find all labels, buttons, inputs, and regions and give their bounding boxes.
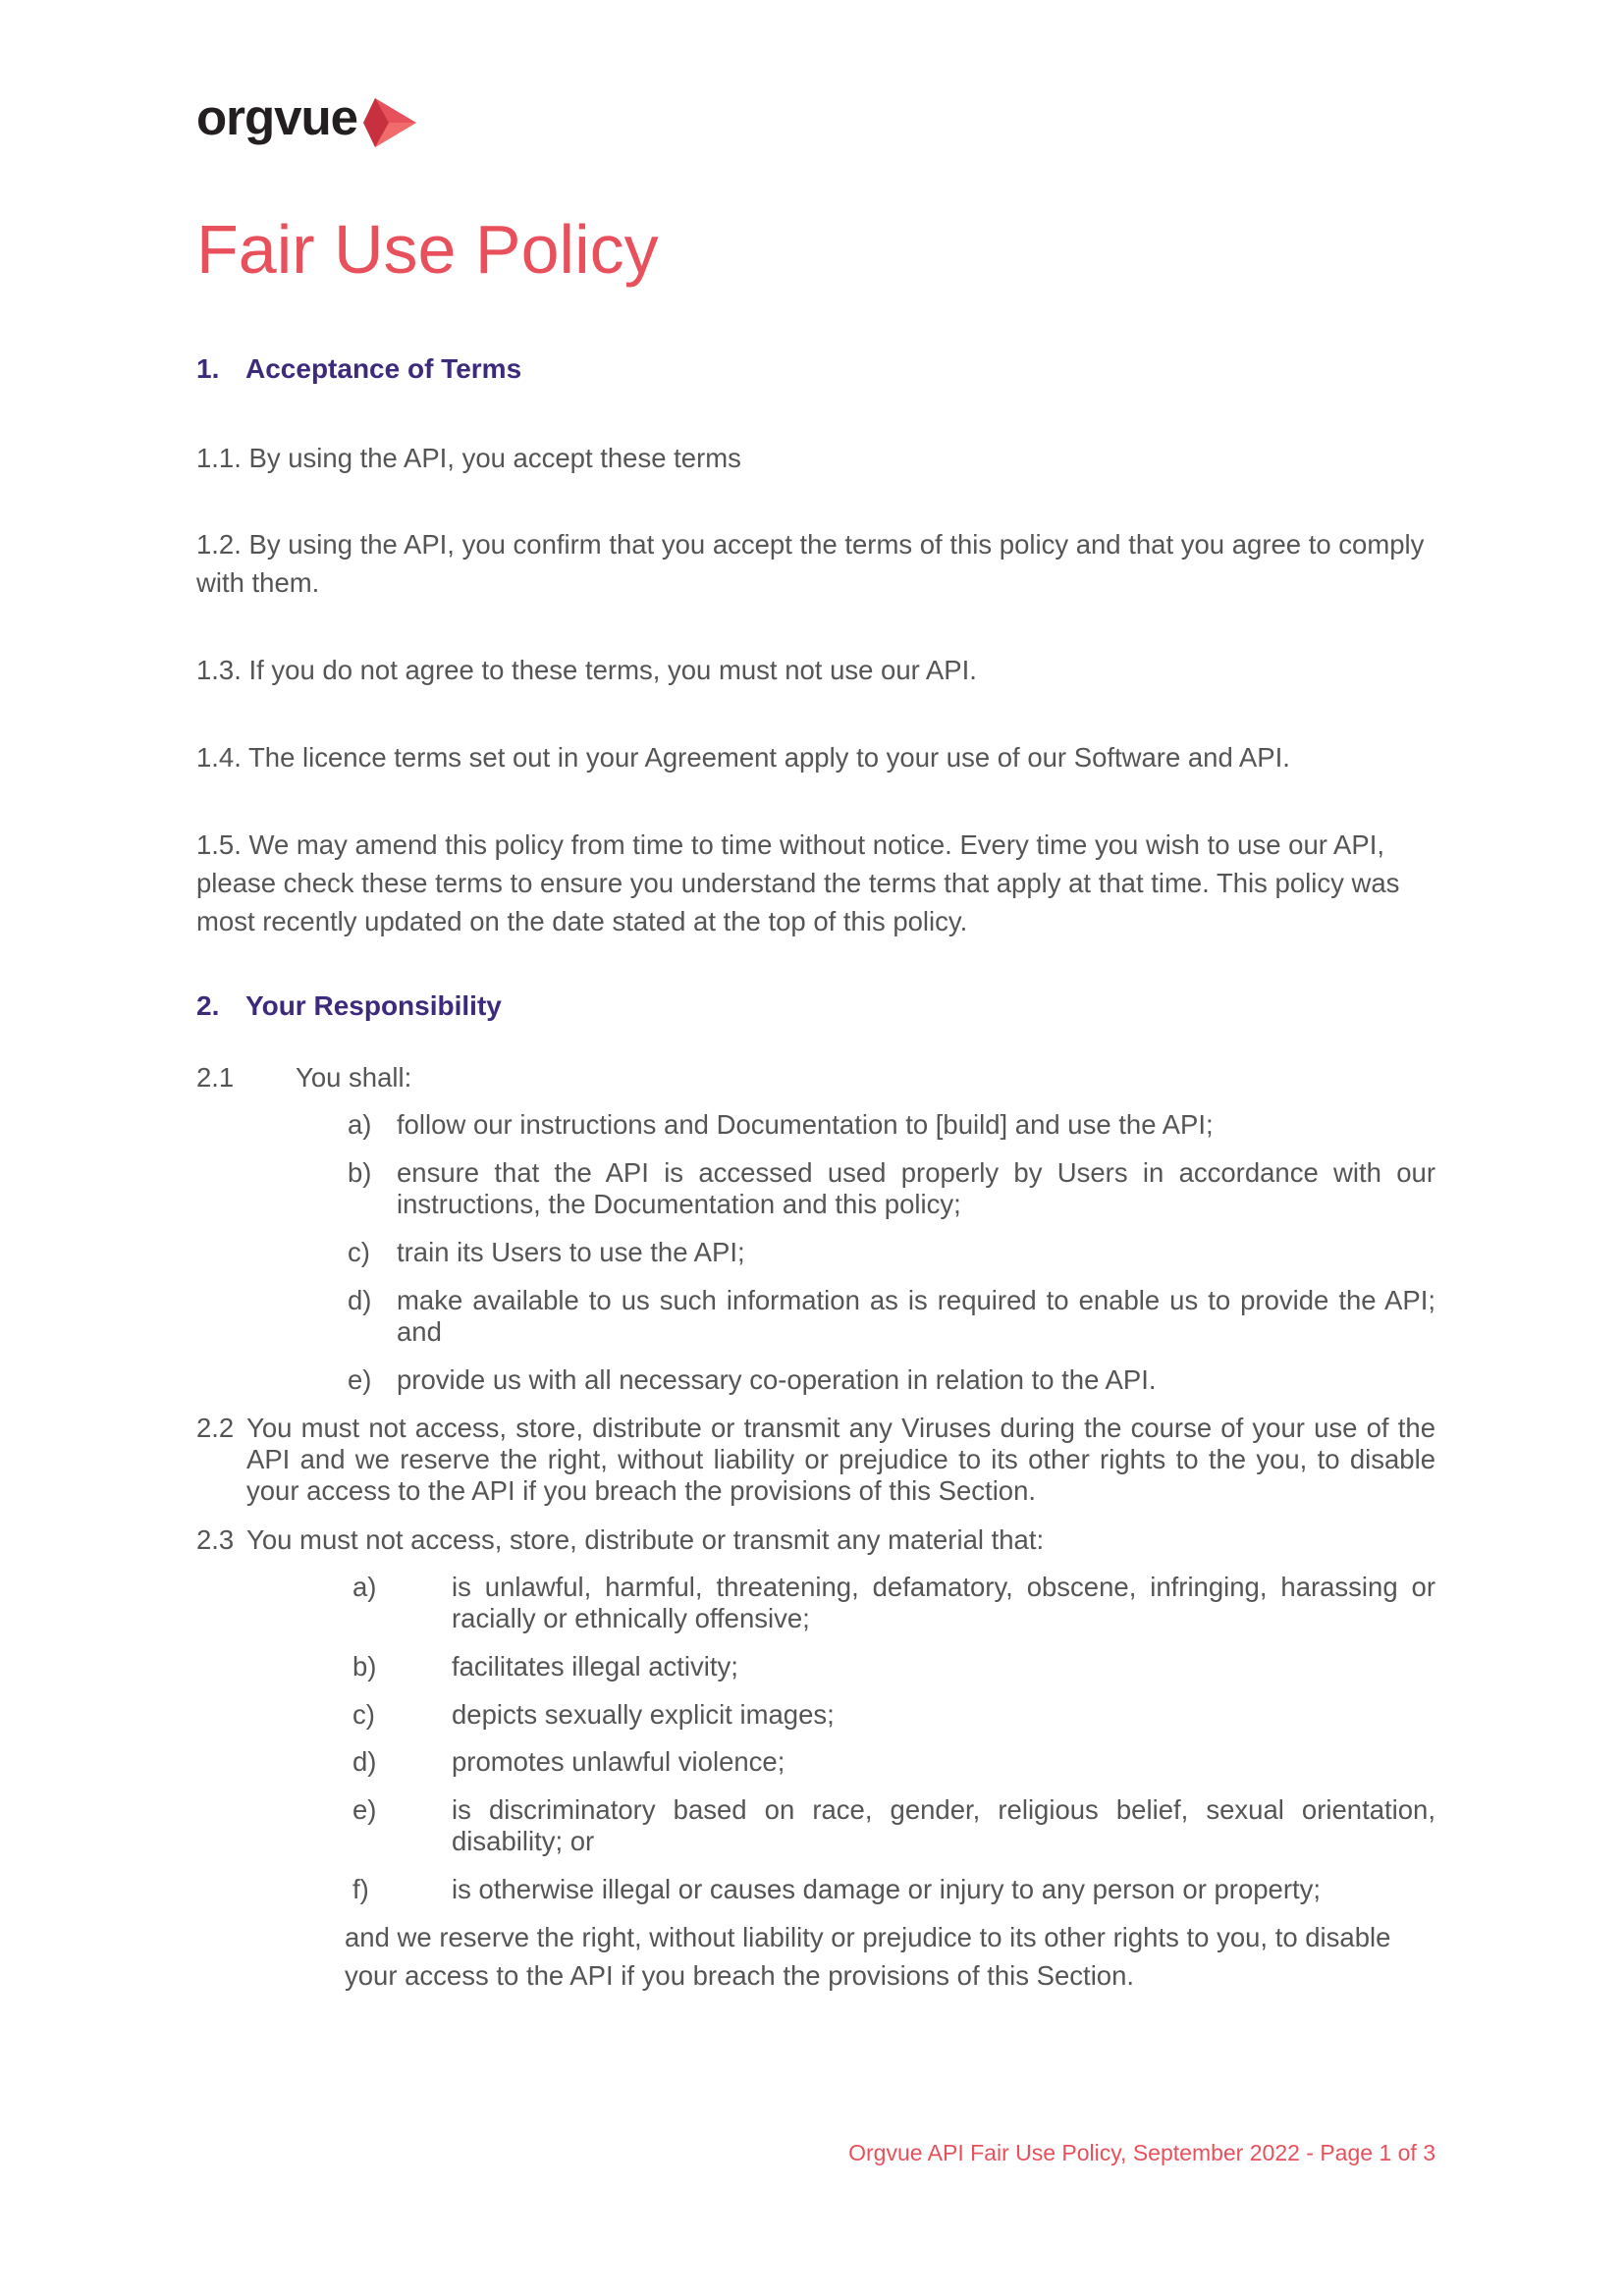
list-item-label: d): [348, 1285, 372, 1315]
section-2-heading: [196, 990, 502, 1022]
list-item-label: a): [352, 1572, 377, 1602]
list-item-text: is discriminatory based on race, gender, religious belief, sexual orientation, disability; or: [452, 1794, 1435, 1856]
list-item-label: e): [348, 1364, 372, 1395]
page-footer: Orgvue API Fair Use Policy, September 2022 - Page 1 of 3: [848, 2140, 1435, 2165]
clause-2-3-number: 2.3: [196, 1524, 235, 1555]
list-item-text: follow our instructions and Documentation to [build] and use the API;: [397, 1109, 1214, 1140]
list-item-label: d): [352, 1746, 377, 1777]
list-item-label: b): [352, 1651, 377, 1682]
list-item-label: b): [348, 1157, 372, 1188]
list-item-text: facilitates illegal activity;: [452, 1651, 738, 1682]
list-item-text: provide us with all necessary co-operation in relation to the API.: [397, 1364, 1157, 1395]
section-title: Your Responsibility: [245, 990, 502, 1021]
clause-2-3-text: You must not access, store, distribute or transmit any material that:: [246, 1524, 1045, 1555]
list-item-label: c): [348, 1237, 370, 1267]
section-number: 1.: [196, 353, 220, 384]
clause-2-3-list: [0, 1572, 1624, 1925]
list-item-label: a): [348, 1109, 372, 1140]
section-title: Acceptance of Terms: [245, 353, 522, 384]
orgvue-logo-icon: [361, 96, 418, 149]
orgvue-logo-text: orgvue: [196, 89, 358, 145]
clause-1-1: 1.1. By using the API, you accept these terms: [196, 443, 741, 473]
list-item-text: is unlawful, harmful, threatening, defamatory, obscene, infringing, harassing or racially or ethnically offensive;: [452, 1572, 1435, 1633]
list-item-label: e): [352, 1794, 377, 1825]
section-number: 2.: [196, 990, 220, 1021]
list-item-text: ensure that the API is accessed used properly by Users in accordance with our instructions, the Documentation and this policy;: [397, 1157, 1435, 1219]
section-1-heading: [196, 353, 521, 385]
page-title: Fair Use Policy: [196, 211, 659, 288]
clause-1-4: 1.4. The licence terms set out in your Agreement apply to your use of our Software and API.: [196, 742, 1290, 773]
clause-2-1-text: You shall:: [296, 1062, 412, 1093]
list-item-label: f): [352, 1874, 369, 1904]
list-item-text: depicts sexually explicit images;: [452, 1699, 835, 1730]
clause-2-3-closing: and we reserve the right, without liability or prejudice to its other rights to you, to disable your access to the API if you breach the provisions of this Section.: [345, 1922, 1391, 1991]
list-item-text: train its Users to use the API;: [397, 1237, 745, 1267]
list-item-text: promotes unlawful violence;: [452, 1746, 785, 1777]
list-item-text: is otherwise illegal or causes damage or injury to any person or property;: [452, 1874, 1322, 1904]
clause-1-2: 1.2. By using the API, you confirm that you accept the terms of this policy and that you agree to comply with them.: [196, 529, 1425, 598]
clause-2-2-text: You must not access, store, distribute or transmit any Viruses during the course of your use of the API and we reserve the right, without liability or prejudice to its other rights to the you, to disable your access to the API if you breach the provisions of this Section.: [246, 1413, 1435, 1506]
clause-1-5: 1.5. We may amend this policy from time to time without notice. Every time you wish to use our API, please check these terms to ensure you understand the terms that apply at that time. This policy was most recently updated on the date stated at the top of this policy.: [196, 829, 1400, 936]
list-item-label: c): [352, 1699, 375, 1730]
list-item-text: make available to us such information as is required to enable us to provide the API; and: [397, 1285, 1435, 1347]
clause-2-1-number: 2.1: [196, 1062, 235, 1093]
clause-1-3: 1.3. If you do not agree to these terms, you must not use our API.: [196, 655, 977, 685]
clause-2-2-number: 2.2: [196, 1413, 235, 1443]
